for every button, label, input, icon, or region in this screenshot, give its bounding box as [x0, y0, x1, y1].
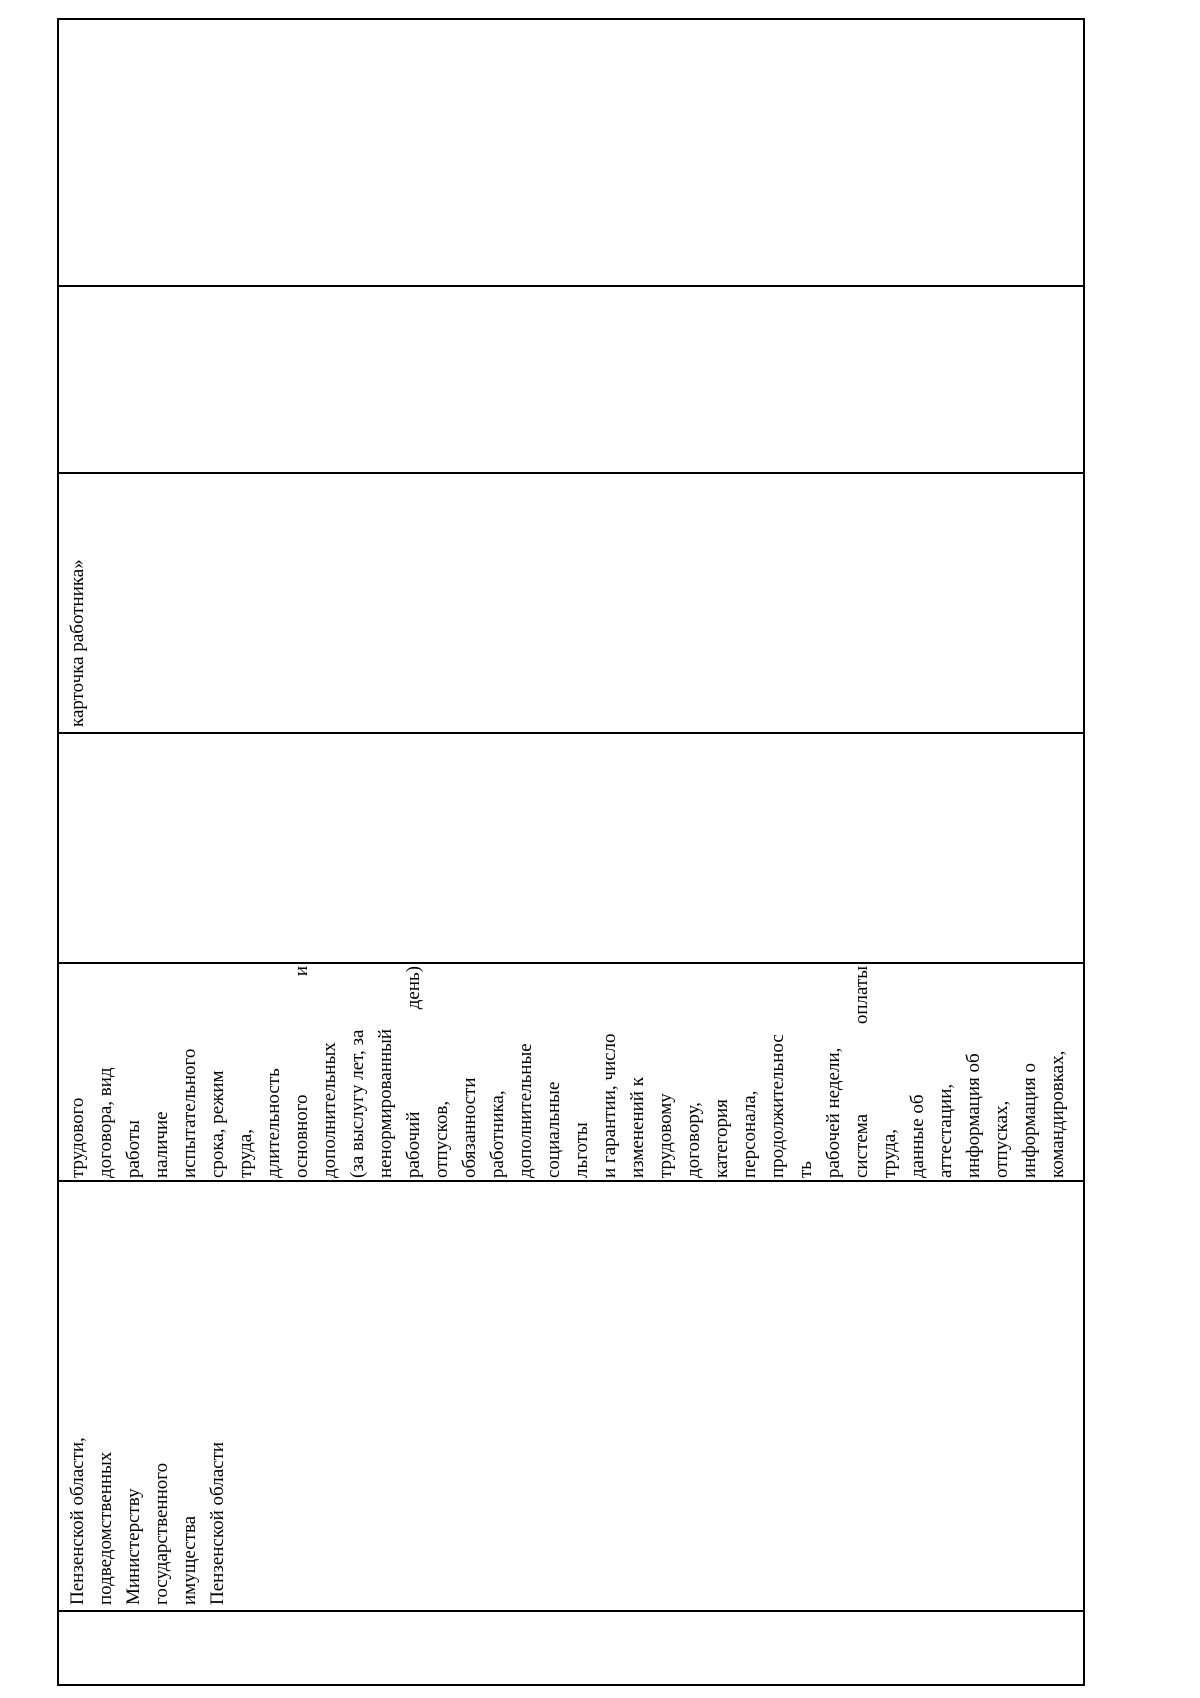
- text-word: день): [403, 966, 424, 1010]
- text-line: изменений к: [627, 1077, 648, 1178]
- text-line: работника,: [487, 1090, 508, 1178]
- text-line: отпусках,: [991, 1100, 1012, 1178]
- text-line: испытательного: [179, 1048, 200, 1178]
- table-divider-2: [57, 472, 1085, 474]
- text-line: дополнительных: [319, 1042, 340, 1178]
- text-word: оплаты: [851, 966, 872, 1025]
- table-divider-5: [57, 1180, 1085, 1182]
- text-line: [400, 966, 428, 1178]
- text-line: [260, 966, 288, 1178]
- table-divider-6: [57, 1610, 1085, 1612]
- text-line: обязанности: [459, 1077, 480, 1178]
- text-line: продолжительнос: [767, 1034, 788, 1178]
- text-line: труда,: [879, 1129, 900, 1178]
- text-line: подведомственных: [95, 1451, 116, 1605]
- table-divider-1: [57, 285, 1085, 287]
- text-line: дополнительные: [515, 1043, 536, 1178]
- text-line: карточка работника»: [67, 559, 88, 727]
- text-line: ть: [795, 1161, 816, 1178]
- text-line: льготы: [571, 1122, 592, 1178]
- text-line: данные об: [907, 1094, 928, 1178]
- table-border-bottom: [57, 1684, 1085, 1686]
- text-line: Пензенской области,: [67, 1437, 88, 1605]
- text-line: информация об: [963, 1053, 984, 1178]
- text-line: и гарантии, число: [599, 1033, 620, 1178]
- text-line: договора, вид: [95, 1067, 116, 1178]
- table-divider-3: [57, 732, 1085, 734]
- text-line: договору,: [683, 1102, 704, 1178]
- text-line: (за выслугу лет, за: [347, 1029, 368, 1178]
- text-line: информация о: [1019, 1062, 1040, 1178]
- text-line: срока, режим: [207, 1070, 228, 1178]
- text-word: система: [851, 1113, 872, 1178]
- text-line: Министерству: [123, 1488, 144, 1605]
- table-border-top: [57, 18, 1085, 20]
- text-line: государственного: [151, 1462, 172, 1605]
- text-line: категория: [711, 1099, 732, 1178]
- text-line: труда,: [235, 1129, 256, 1178]
- text-word: длительность: [263, 1068, 284, 1178]
- text-line: рабочей недели,: [823, 1047, 844, 1178]
- text-line: трудовому: [655, 1093, 676, 1178]
- text-word: рабочий: [403, 1111, 424, 1178]
- text-line: наличие: [151, 1111, 172, 1178]
- text-line: аттестации,: [935, 1083, 956, 1178]
- text-line: отпусков,: [431, 1100, 452, 1178]
- text-line: работы: [123, 1120, 144, 1178]
- cell-document-type: [64, 477, 92, 727]
- text-line: социальные: [543, 1081, 564, 1178]
- text-line: [848, 966, 876, 1178]
- text-line: ненормированный: [375, 1028, 396, 1178]
- text-line: персонала,: [739, 1090, 760, 1178]
- table-border-right: [1083, 18, 1085, 1686]
- table-divider-4: [57, 962, 1085, 964]
- cell-organization: [64, 1187, 232, 1605]
- text-word: основного: [291, 1094, 312, 1178]
- text-line: Пензенской области: [207, 1441, 228, 1605]
- text-line: трудового: [67, 1097, 88, 1178]
- text-word: и: [291, 966, 312, 977]
- text-line: командировках,: [1047, 1050, 1068, 1178]
- cell-data-description: [64, 966, 1072, 1178]
- table-border-left: [57, 18, 59, 1686]
- text-line: [288, 966, 316, 1178]
- text-line: имущества: [179, 1515, 200, 1605]
